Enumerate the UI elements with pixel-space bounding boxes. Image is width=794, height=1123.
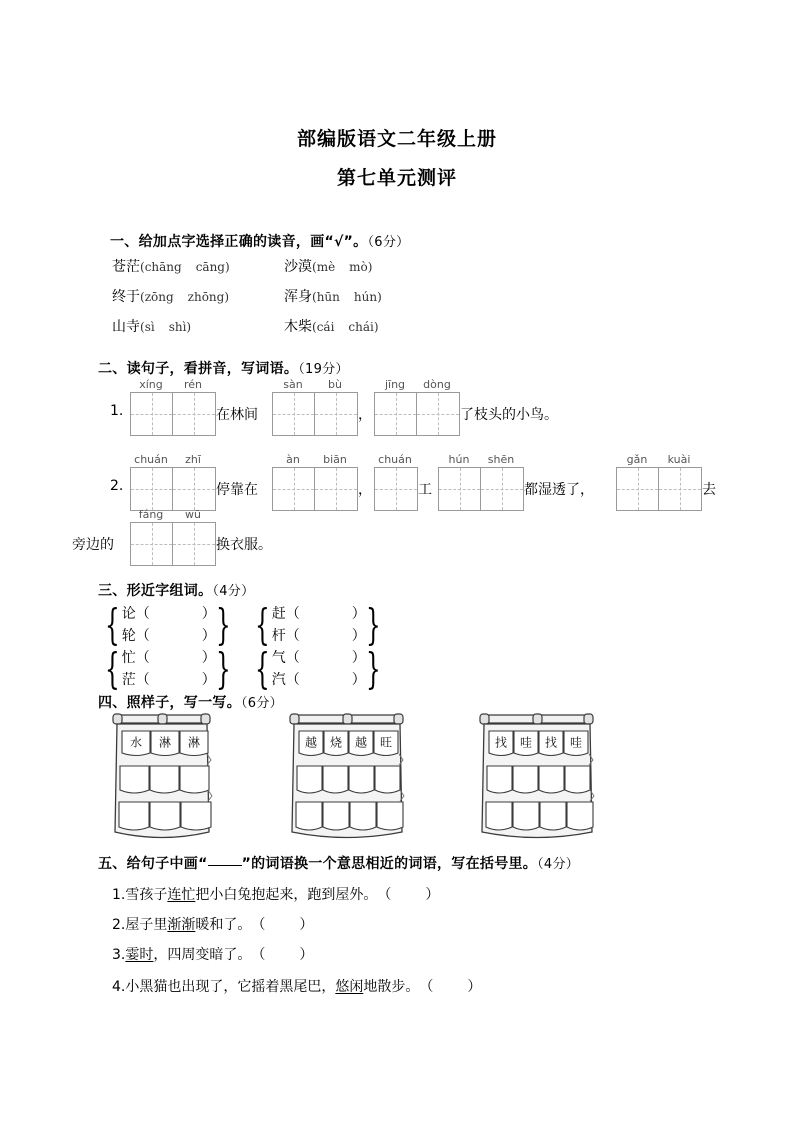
answer-grid-an-bian[interactable] — [272, 467, 358, 511]
xingjinzi-row: 轮（ ） — [121, 628, 216, 644]
xingjinzi-char: 气 — [271, 650, 286, 666]
grid-cell[interactable] — [131, 393, 173, 435]
grid-cell[interactable] — [273, 468, 315, 510]
section-2-l2-text5: 去 — [702, 482, 716, 498]
section-2-heading-text: 二、读句子，看拼音，写词语。 — [98, 361, 299, 377]
xingjinzi-char: 杆 — [271, 628, 286, 644]
grid-cell[interactable] — [315, 393, 357, 435]
xingjinzi-group-2[interactable]: { 忙（ ） 茫（ ） } — [105, 644, 231, 693]
pinyin-item-4-option-1[interactable]: shì — [168, 320, 187, 334]
grid-cell[interactable] — [439, 468, 481, 510]
pinyin-item-0-word: 苍茫 — [112, 259, 140, 275]
pinyin-item-3-option-1[interactable]: hún — [353, 290, 378, 304]
item-number: 3. — [112, 947, 126, 963]
item-text-before: 小黑猫也出现了，它摇着黑尾巴， — [125, 979, 336, 995]
answer-grid-chuan[interactable] — [374, 467, 418, 511]
grid-cell[interactable] — [375, 468, 417, 510]
grid-cell[interactable] — [173, 393, 215, 435]
pinyin-gan: gǎn — [626, 453, 648, 466]
pocket-chart-2[interactable] — [475, 712, 599, 845]
pocket-char: 找 — [544, 735, 558, 750]
pocket-chart-1-graphic — [285, 712, 409, 845]
grid-cell[interactable] — [659, 468, 701, 510]
answer-grid-xing-ren[interactable] — [130, 392, 216, 436]
item-text-before: 雪孩子 — [125, 887, 168, 903]
xingjinzi-row: 茫（ ） — [121, 672, 216, 688]
section-2-l2-text1: 停靠在 — [216, 482, 258, 498]
grid-cell[interactable] — [417, 393, 459, 435]
item-underlined-word: 连忙 — [167, 887, 196, 903]
pinyin-wu: wū — [185, 508, 201, 521]
pinyin-item-4-option-0[interactable]: sì — [144, 320, 155, 334]
pinyin-item-2[interactable]: 终于(zōng zhōng) — [112, 289, 230, 305]
section-5-heading — [98, 853, 579, 873]
section-2-q1-number: 1. — [110, 403, 124, 419]
section-5-heading-suffix: ”的词语换一个意思相近的词语，写在括号里。 — [241, 856, 538, 872]
pinyin-item-1[interactable]: 沙漠(mè mò) — [284, 259, 373, 275]
grid-label-gan-kuai — [616, 453, 700, 466]
pocket-char: 找 — [494, 735, 508, 750]
pocket-char: 淋 — [187, 735, 201, 750]
xingjinzi-group-3[interactable]: { 气（ ） 汽（ ） } — [255, 644, 381, 693]
section-4-heading — [98, 692, 283, 712]
section-2-heading — [98, 358, 349, 378]
section-5-heading-prefix: 五、给句子中画“ — [98, 856, 208, 872]
pinyin-item-4-word: 山寺 — [112, 319, 140, 335]
xingjinzi-char: 轮 — [121, 628, 136, 644]
answer-grid-hun-shen[interactable] — [438, 467, 524, 511]
grid-label-jing-dong — [374, 378, 458, 391]
xingjinzi-row: 杆（ ） — [271, 628, 366, 644]
grid-cell[interactable] — [173, 523, 215, 565]
grid-label-xing-ren — [130, 378, 214, 391]
grid-cell[interactable] — [375, 393, 417, 435]
answer-grid-jing-dong[interactable] — [374, 392, 460, 436]
grid-cell[interactable] — [315, 468, 357, 510]
item-underlined-word: 霎时 — [125, 947, 154, 963]
pocket-char: 烧 — [329, 735, 343, 750]
grid-cell[interactable] — [131, 523, 173, 565]
xingjinzi-group-1[interactable]: { 赶（ ） 杆（ ） } — [255, 600, 381, 649]
grid-cell[interactable] — [481, 468, 523, 510]
grid-cell[interactable] — [273, 393, 315, 435]
item-text-after: 把小白兔抱起来，跑到屋外。 — [195, 887, 378, 903]
item-text-after: ，四周变暗了。 — [153, 947, 252, 963]
xingjinzi-row: 赶（ ） — [271, 606, 366, 622]
pocket-char: 水 — [129, 735, 143, 750]
pinyin-item-3-word: 浑身 — [284, 289, 312, 305]
pinyin-item-3[interactable]: 浑身(hūn hún) — [284, 289, 382, 305]
section-5-item-2[interactable] — [112, 944, 313, 964]
pocket-char: 越 — [354, 735, 368, 750]
grid-label-chuan — [374, 453, 416, 466]
grid-label-an-bian — [272, 453, 356, 466]
pinyin-fang: fáng — [138, 508, 164, 521]
pocket-chart-1[interactable] — [285, 712, 409, 845]
section-3-points: （4分） — [212, 584, 255, 599]
answer-grid-fang-wu[interactable] — [130, 522, 216, 566]
section-2-l1-text3: 了枝头的小鸟。 — [460, 407, 558, 423]
pinyin-item-0-option-1[interactable]: cāng — [195, 260, 225, 274]
page-title-line1: 部编版语文二年级上册 — [296, 128, 497, 150]
pinyin-item-3-option-0[interactable]: hūn — [316, 290, 340, 304]
grid-cell[interactable] — [173, 468, 215, 510]
pinyin-chuan-2: chuán — [378, 453, 412, 466]
xingjinzi-char: 赶 — [271, 606, 286, 622]
grid-cell[interactable] — [131, 468, 173, 510]
pinyin-item-2-option-0[interactable]: zōng — [144, 290, 174, 304]
xingjinzi-row: 论（ ） — [121, 606, 216, 622]
pinyin-item-5[interactable]: 木柴(cái chái) — [284, 319, 379, 335]
grid-label-fang-wu — [130, 508, 214, 521]
item-text-after: 地散步。 — [363, 979, 420, 995]
section-1-heading — [110, 231, 409, 251]
pocket-char: 越 — [304, 735, 318, 750]
section-2-points: （19分） — [298, 362, 349, 377]
section-2-l2-text3: 工 — [418, 482, 432, 498]
pinyin-shen: shēn — [487, 453, 515, 466]
xingjinzi-row: 忙（ ） — [121, 650, 216, 666]
pinyin-chuan-1: chuán — [134, 453, 168, 466]
pocket-char: 旺 — [379, 735, 393, 750]
section-4-heading-text: 四、照样子，写一写。 — [98, 695, 241, 711]
item-text-before: 屋子里 — [125, 917, 168, 933]
answer-parenthesis[interactable]: （ ） — [251, 947, 314, 963]
pinyin-item-1-option-1[interactable]: mò — [349, 260, 368, 274]
section-2-l2-text4: 都湿透了， — [524, 482, 594, 498]
pocket-chart-2-graphic — [475, 712, 599, 845]
xingjinzi-row: 气（ ） — [271, 650, 366, 666]
grid-label-san-bu — [272, 378, 356, 391]
pinyin-xing: xíng — [139, 378, 163, 391]
section-5-item-3[interactable] — [112, 976, 481, 996]
answer-grid-chuan-zhi[interactable] — [130, 467, 216, 511]
pinyin-zhi: zhī — [185, 453, 201, 466]
pocket-char: 淋 — [158, 735, 172, 750]
section-2-l3-text-before: 旁边的 — [72, 537, 114, 553]
pinyin-item-5-option-1[interactable]: chái — [348, 320, 374, 334]
section-5-item-0[interactable] — [112, 884, 439, 904]
pinyin-dong: dòng — [423, 378, 451, 391]
answer-parenthesis[interactable]: （ ） — [377, 887, 440, 903]
xingjinzi-char: 忙 — [121, 650, 136, 666]
grid-label-chuan-zhi — [130, 453, 214, 466]
section-2-l2-text2: ， — [358, 482, 372, 498]
pocket-chart-0-graphic — [108, 712, 216, 845]
section-1-points: （6分） — [367, 235, 410, 250]
item-text-after: 暖和了。 — [195, 917, 252, 933]
pinyin-item-5-word: 木柴 — [284, 319, 312, 335]
answer-grid-gan-kuai[interactable] — [616, 467, 702, 511]
item-underlined-word: 渐渐 — [167, 917, 196, 933]
xingjinzi-char: 汽 — [271, 672, 286, 688]
section-3-heading-text: 三、形近字组词。 — [98, 583, 213, 599]
xingjinzi-row: 汽（ ） — [271, 672, 366, 688]
section-2-l3-text-after: 换衣服。 — [216, 537, 272, 553]
pinyin-an: àn — [286, 453, 300, 466]
section-1-heading-text: 一、给加点字选择正确的读音，画“√”。 — [110, 234, 368, 250]
pinyin-item-1-word: 沙漠 — [284, 259, 312, 275]
item-number: 2. — [112, 917, 126, 933]
pinyin-item-2-word: 终于 — [112, 289, 140, 305]
pinyin-item-0-option-0[interactable]: chāng — [144, 260, 182, 274]
pocket-chart-0[interactable] — [108, 712, 216, 845]
section-4-points: （6分） — [241, 696, 283, 711]
item-number: 4. — [112, 979, 126, 995]
section-5-item-1[interactable] — [112, 914, 313, 934]
pinyin-hun: hún — [448, 453, 470, 466]
section-2-q2-number: 2. — [110, 478, 124, 494]
pinyin-item-0[interactable]: 苍茫(chāng cāng) — [112, 259, 230, 275]
item-number: 1. — [112, 887, 126, 903]
section-2-l1-text1: 在林间 — [216, 407, 258, 423]
answer-parenthesis[interactable]: （ ） — [419, 979, 482, 995]
section-3-heading — [98, 580, 254, 600]
answer-grid-san-bu[interactable] — [272, 392, 358, 436]
page-title-line2: 第七单元测评 — [336, 167, 457, 189]
grid-label-hun-shen — [438, 453, 522, 466]
pocket-char: 哇 — [519, 735, 533, 750]
grid-cell[interactable] — [617, 468, 659, 510]
pinyin-bian: biān — [323, 453, 347, 466]
pocket-char: 哇 — [569, 735, 583, 750]
pinyin-item-2-option-1[interactable]: zhōng — [187, 290, 225, 304]
item-underlined-word: 悠闲 — [335, 979, 364, 995]
answer-parenthesis[interactable]: （ ） — [251, 917, 314, 933]
pinyin-jing: jīng — [384, 378, 406, 391]
pinyin-bu: bù — [328, 378, 342, 391]
pinyin-item-1-option-0[interactable]: mè — [316, 260, 336, 274]
pinyin-item-4[interactable]: 山寺(sì shì) — [112, 319, 192, 335]
xingjinzi-char: 论 — [121, 606, 136, 622]
pinyin-san: sàn — [283, 378, 303, 391]
xingjinzi-char: 茫 — [121, 672, 136, 688]
pinyin-ren: rén — [183, 378, 203, 391]
pinyin-kuai: kuài — [667, 453, 691, 466]
pinyin-item-5-option-0[interactable]: cái — [316, 320, 335, 334]
section-2-l1-text2: ， — [358, 407, 372, 423]
underline-placeholder — [208, 865, 242, 866]
xingjinzi-group-0[interactable]: { 论（ ） 轮（ ） } — [105, 600, 231, 649]
section-5-points: （4分） — [537, 857, 580, 872]
